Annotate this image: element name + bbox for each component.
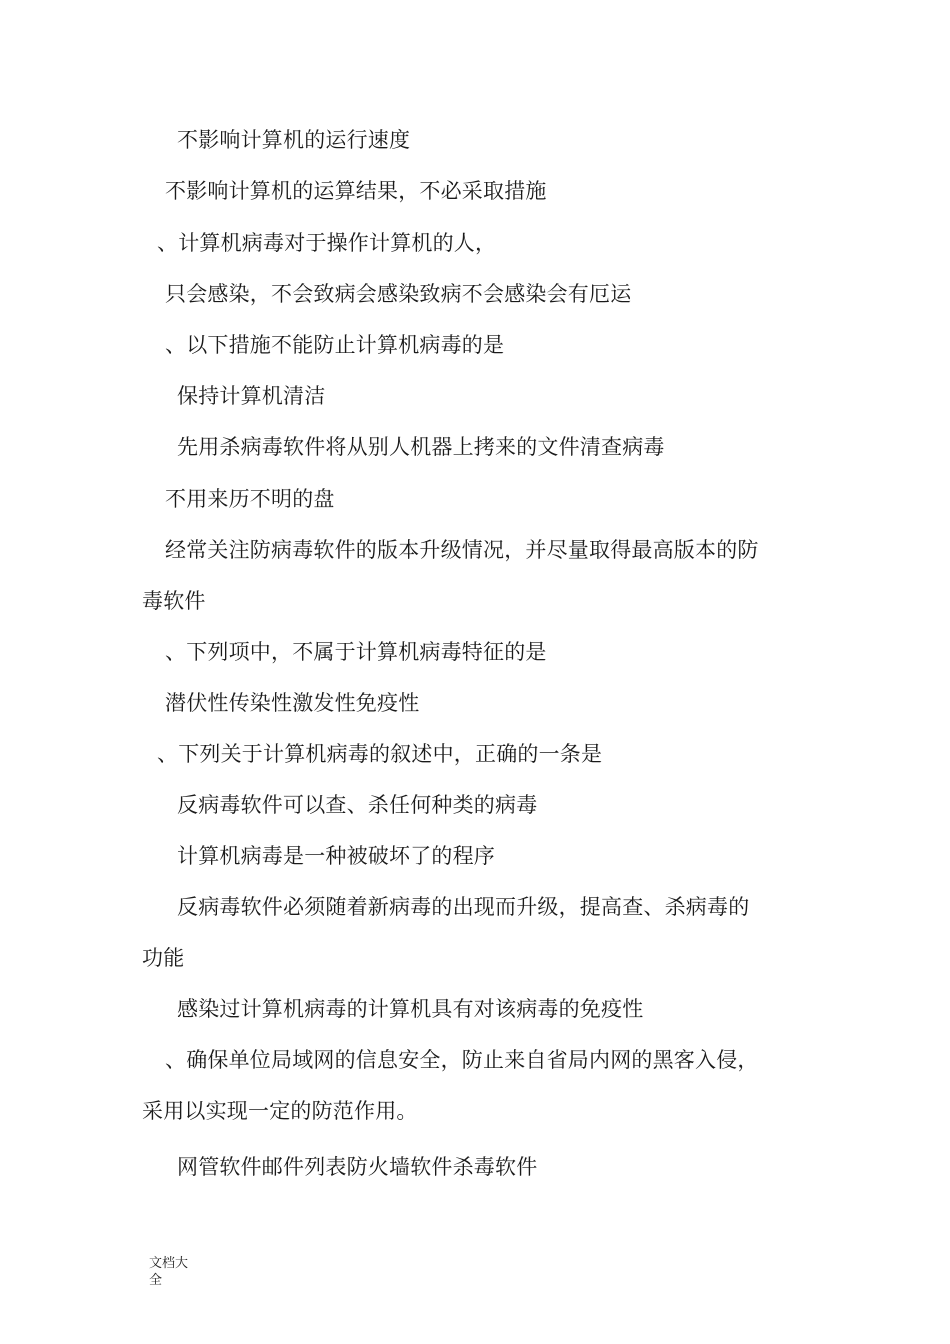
text-line-18: 感染过计算机病毒的计算机具有对该病毒的免疫性 [177, 997, 644, 1021]
text-line-3: 、计算机病毒对于操作计算机的人， [157, 231, 497, 255]
text-line-15: 计算机病毒是一种被破坏了的程序 [177, 844, 495, 868]
page-footer: 文档大全 [149, 1256, 189, 1288]
text-line-12: 潜伏性传染性激发性免疫性 [165, 691, 420, 715]
text-line-1: 不影响计算机的运行速度 [177, 128, 411, 152]
text-line-9: 经常关注防病毒软件的版本升级情况，并尽量取得最高版本的防 [165, 538, 759, 562]
text-line-2: 不影响计算机的运算结果，不必采取措施 [165, 179, 547, 203]
text-line-7: 先用杀病毒软件将从别人机器上拷来的文件清查病毒 [177, 435, 665, 459]
text-line-6: 保持计算机清洁 [177, 384, 326, 408]
text-line-21: 网管软件邮件列表防火墙软件杀毒软件 [177, 1155, 538, 1179]
text-line-5: 、以下措施不能防止计算机病毒的是 [165, 333, 505, 357]
text-line-4: 只会感染，不会致病会感染致病不会感染会有厄运 [165, 282, 632, 306]
text-line-14: 反病毒软件可以查、杀任何种类的病毒 [177, 793, 538, 817]
text-line-11: 、下列项中，不属于计算机病毒特征的是 [165, 640, 547, 664]
text-line-17: 功能 [142, 946, 185, 970]
text-line-16: 反病毒软件必须随着新病毒的出现而升级，提高查、杀病毒的 [177, 895, 750, 919]
text-line-19: 、确保单位局域网的信息安全，防止来自省局内网的黑客入侵， [165, 1048, 759, 1072]
text-line-8: 不用来历不明的盘 [165, 487, 335, 511]
text-line-13: 、下列关于计算机病毒的叙述中，正确的一条是 [157, 742, 603, 766]
text-line-20: 采用以实现一定的防范作用。 [142, 1099, 418, 1123]
text-line-10: 毒软件 [142, 589, 206, 613]
